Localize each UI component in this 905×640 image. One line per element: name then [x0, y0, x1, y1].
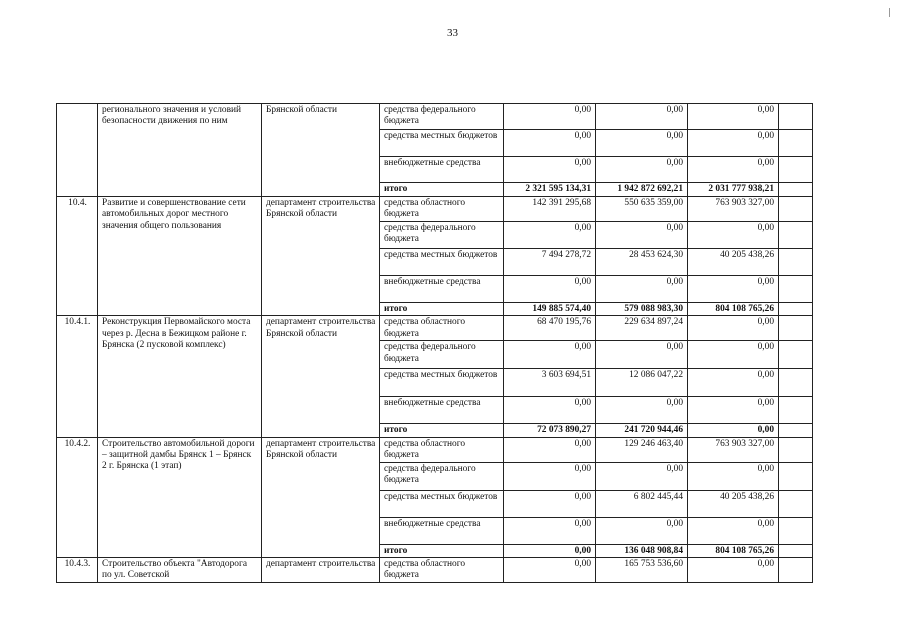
item-number: 10.4.1. [57, 316, 98, 437]
table-row [57, 437, 813, 462]
amount-year-2: 229 634 897,24 [596, 316, 688, 341]
funding-source: средства федерального бюджета [380, 462, 504, 490]
funding-source: средства местных бюджетов [380, 130, 504, 157]
amount-year-2: 241 720 944,46 [596, 424, 688, 437]
table-row [57, 197, 813, 222]
funding-source: итого [380, 303, 504, 316]
funding-source: средства местных бюджетов [380, 369, 504, 397]
empty-cell [779, 557, 813, 582]
empty-cell [779, 544, 813, 557]
empty-cell [779, 397, 813, 424]
amount-year-2: 550 635 359,00 [596, 197, 688, 222]
amount-year-2: 6 802 445,44 [596, 490, 688, 517]
amount-year-3: 0,00 [688, 130, 779, 157]
item-executor: департамент строительства Брянской области [262, 316, 380, 437]
amount-year-2: 0,00 [596, 462, 688, 490]
amount-year-1: 0,00 [504, 130, 596, 157]
amount-year-1: 0,00 [504, 490, 596, 517]
amount-year-2: 0,00 [596, 517, 688, 544]
amount-year-3: 2 031 777 938,21 [688, 183, 779, 197]
amount-year-2: 136 048 908,84 [596, 544, 688, 557]
budget-table [56, 103, 813, 583]
amount-year-2: 579 088 983,30 [596, 303, 688, 316]
page-number: 33 [447, 27, 458, 39]
empty-cell [779, 104, 813, 130]
amount-year-3: 40 205 438,26 [688, 249, 779, 276]
funding-source: средства федерального бюджета [380, 104, 504, 130]
amount-year-1: 2 321 595 134,31 [504, 183, 596, 197]
scan-edge-mark [889, 8, 890, 17]
amount-year-1: 0,00 [504, 222, 596, 249]
empty-cell [779, 249, 813, 276]
item-executor: департамент строительства Брянской области [262, 197, 380, 316]
amount-year-3: 40 205 438,26 [688, 490, 779, 517]
amount-year-1: 7 494 278,72 [504, 249, 596, 276]
empty-cell [779, 316, 813, 341]
empty-cell [779, 183, 813, 197]
amount-year-2: 28 453 624,30 [596, 249, 688, 276]
funding-source: средства местных бюджетов [380, 490, 504, 517]
empty-cell [779, 197, 813, 222]
amount-year-1: 0,00 [504, 517, 596, 544]
amount-year-1: 0,00 [504, 341, 596, 369]
item-executor: департамент строительства [262, 557, 380, 582]
empty-cell [779, 130, 813, 157]
item-number: 10.4.3. [57, 557, 98, 582]
amount-year-3: 0,00 [688, 462, 779, 490]
table-row [57, 316, 813, 341]
item-number: 10.4. [57, 197, 98, 316]
funding-source: итого [380, 183, 504, 197]
amount-year-1: 0,00 [504, 104, 596, 130]
table-row [57, 104, 813, 130]
amount-year-1: 0,00 [504, 557, 596, 582]
amount-year-2: 0,00 [596, 130, 688, 157]
amount-year-1: 0,00 [504, 276, 596, 303]
amount-year-2: 165 753 536,60 [596, 557, 688, 582]
empty-cell [779, 424, 813, 437]
amount-year-2: 0,00 [596, 157, 688, 183]
funding-source: средства федерального бюджета [380, 222, 504, 249]
item-name: Строительство автомобильной дороги – защитной дамбы Брянск 1 – Брянск 2 г. Брянска (1 этап) [98, 437, 262, 557]
funding-source: средства областного бюджета [380, 197, 504, 222]
amount-year-2: 0,00 [596, 276, 688, 303]
item-name: Развитие и совершенствование сети автомобильных дорог местного значения общего пользования [98, 197, 262, 316]
item-number: 10.4.2. [57, 437, 98, 557]
amount-year-1: 0,00 [504, 544, 596, 557]
amount-year-1: 0,00 [504, 157, 596, 183]
item-name: регионального значения и условий безопасности движения по ним [98, 104, 262, 197]
funding-source: средства местных бюджетов [380, 249, 504, 276]
empty-cell [779, 222, 813, 249]
item-executor: департамент строительства Брянской области [262, 437, 380, 557]
amount-year-2: 0,00 [596, 397, 688, 424]
amount-year-2: 0,00 [596, 341, 688, 369]
funding-source: средства областного бюджета [380, 316, 504, 341]
amount-year-3: 763 903 327,00 [688, 197, 779, 222]
amount-year-3: 0,00 [688, 104, 779, 130]
amount-year-1: 72 073 890,27 [504, 424, 596, 437]
amount-year-3: 0,00 [688, 157, 779, 183]
empty-cell [779, 437, 813, 462]
funding-source: итого [380, 424, 504, 437]
amount-year-1: 0,00 [504, 397, 596, 424]
empty-cell [779, 276, 813, 303]
amount-year-3: 0,00 [688, 424, 779, 437]
amount-year-2: 0,00 [596, 222, 688, 249]
empty-cell [779, 517, 813, 544]
amount-year-3: 0,00 [688, 276, 779, 303]
item-name: Строительство объекта "Автодорога по ул. Советской [98, 557, 262, 582]
item-number [57, 104, 98, 197]
amount-year-3: 0,00 [688, 557, 779, 582]
amount-year-2: 1 942 872 692,21 [596, 183, 688, 197]
amount-year-1: 142 391 295,68 [504, 197, 596, 222]
funding-source: внебюджетные средства [380, 276, 504, 303]
amount-year-3: 804 108 765,26 [688, 303, 779, 316]
amount-year-1: 0,00 [504, 462, 596, 490]
amount-year-3: 0,00 [688, 397, 779, 424]
funding-source: средства областного бюджета [380, 437, 504, 462]
funding-source: средства областного бюджета [380, 557, 504, 582]
amount-year-1: 3 603 694,51 [504, 369, 596, 397]
table-row [57, 557, 813, 582]
funding-source: итого [380, 544, 504, 557]
amount-year-3: 0,00 [688, 222, 779, 249]
empty-cell [779, 490, 813, 517]
empty-cell [779, 157, 813, 183]
amount-year-3: 763 903 327,00 [688, 437, 779, 462]
funding-source: средства федерального бюджета [380, 341, 504, 369]
amount-year-2: 12 086 047,22 [596, 369, 688, 397]
empty-cell [779, 303, 813, 316]
item-name: Реконструкция Первомайского моста через р. Десна в Бежицком районе г. Брянска (2 пусковой комплекс) [98, 316, 262, 437]
funding-source: внебюджетные средства [380, 157, 504, 183]
amount-year-3: 0,00 [688, 517, 779, 544]
amount-year-2: 129 246 463,40 [596, 437, 688, 462]
amount-year-3: 0,00 [688, 369, 779, 397]
empty-cell [779, 369, 813, 397]
amount-year-1: 0,00 [504, 437, 596, 462]
amount-year-3: 0,00 [688, 316, 779, 341]
amount-year-3: 804 108 765,26 [688, 544, 779, 557]
funding-source: внебюджетные средства [380, 517, 504, 544]
amount-year-1: 149 885 574,40 [504, 303, 596, 316]
amount-year-3: 0,00 [688, 341, 779, 369]
item-executor: Брянской области [262, 104, 380, 197]
amount-year-1: 68 470 195,76 [504, 316, 596, 341]
funding-source: внебюджетные средства [380, 397, 504, 424]
amount-year-2: 0,00 [596, 104, 688, 130]
empty-cell [779, 341, 813, 369]
empty-cell [779, 462, 813, 490]
